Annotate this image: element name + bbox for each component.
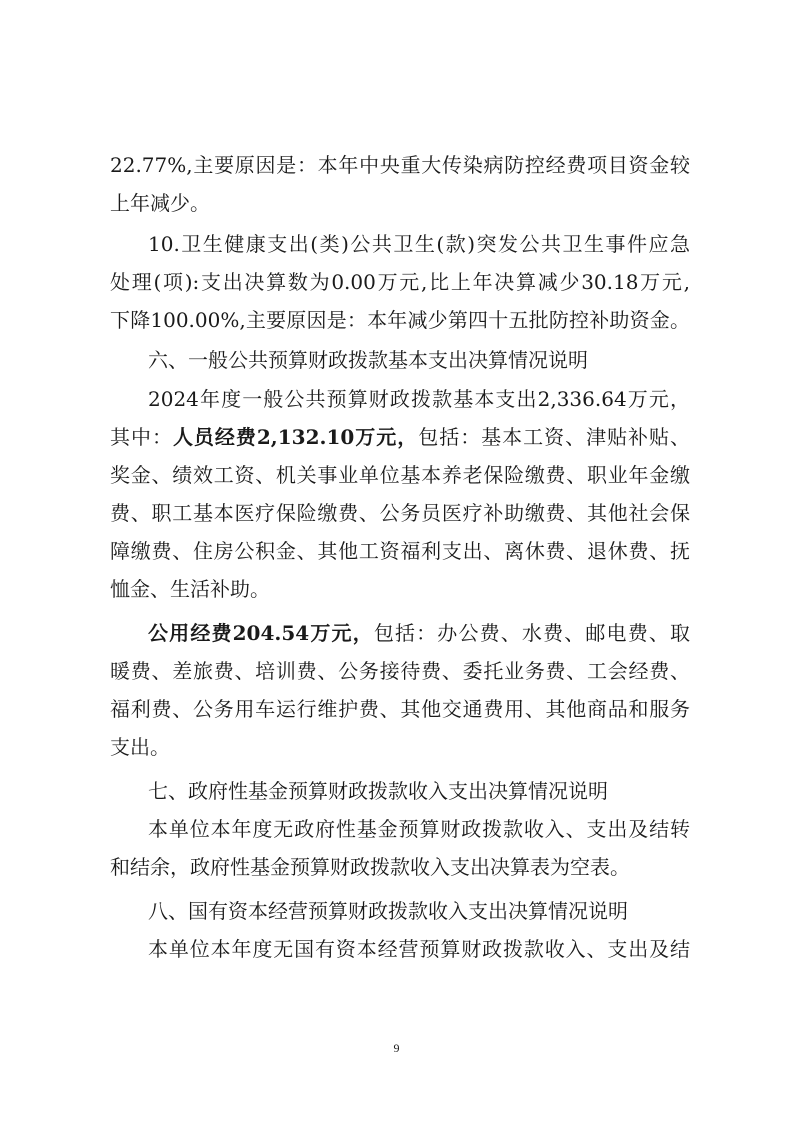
section7-heading: 七、政府性基金预算财政拨款收入支出决算情况说明 xyxy=(148,779,608,803)
section6-line-4: 费、职工基本医疗保险缴费、公务员医疗补助缴费、其他社会保 xyxy=(110,501,690,525)
personnel-expense-bold: 人员经费2,132.10万元， xyxy=(172,425,419,449)
s10-line-3: 下降100.00%,主要原因是：本年减少第四十五批防控补助资金。 xyxy=(110,308,690,332)
s10-line-2: 处理(项):支出决算数为0.00万元,比上年决算减少30.18万元, xyxy=(110,270,690,294)
public-expense-line-1-rest: 包括：办公费、水费、邮电费、取 xyxy=(373,621,691,645)
section6-line-5: 障缴费、住房公积金、其他工资福利支出、离休费、退休费、抚 xyxy=(110,539,690,563)
section8-line-1: 本单位本年度无国有资本经营预算财政拨款收入、支出及结 xyxy=(148,937,690,961)
section6-line-2-rest: 包括：基本工资、津贴补贴、 xyxy=(418,425,691,449)
page-number: 9 xyxy=(393,1041,400,1055)
public-expense-line-2: 暖费、差旅费、培训费、公务接待费、委托业务费、工会经费、 xyxy=(110,659,690,683)
public-expense-bold: 公用经费204.54万元， xyxy=(148,621,374,645)
section6-line-2 xyxy=(110,418,690,456)
s9-line-1: 22.77%,主要原因是：本年中央重大传染病防控经费项目资金较 xyxy=(110,153,690,177)
s9-line-2: 上年减少。 xyxy=(110,191,210,215)
public-expense-line-1 xyxy=(148,614,690,652)
public-expense-line-4: 支出。 xyxy=(110,735,170,759)
section7-line-2: 和结余，政府性基金预算财政拨款收入支出决算表为空表。 xyxy=(110,855,630,879)
section6-line-3: 奖金、绩效工资、机关事业单位基本养老保险缴费、职业年金缴 xyxy=(110,463,690,487)
section6-line-6: 恤金、生活补助。 xyxy=(110,577,270,601)
section6-heading: 六、一般公共预算财政拨款基本支出决算情况说明 xyxy=(148,348,588,372)
public-expense-line-3: 福利费、公务用车运行维护费、其他交通费用、其他商品和服务 xyxy=(110,697,690,721)
s10-line-1: 10.卫生健康支出(类)公共卫生(款)突发公共卫生事件应急 xyxy=(148,232,690,256)
section8-heading: 八、国有资本经营预算财政拨款收入支出决算情况说明 xyxy=(148,899,628,923)
section6-line-1: 2024年度一般公共预算财政拨款基本支出2,336.64万元， xyxy=(148,387,690,411)
section6-line-2-prefix: 其中： xyxy=(110,425,173,449)
section7-line-1: 本单位本年度无政府性基金预算财政拨款收入、支出及结转 xyxy=(148,817,690,841)
